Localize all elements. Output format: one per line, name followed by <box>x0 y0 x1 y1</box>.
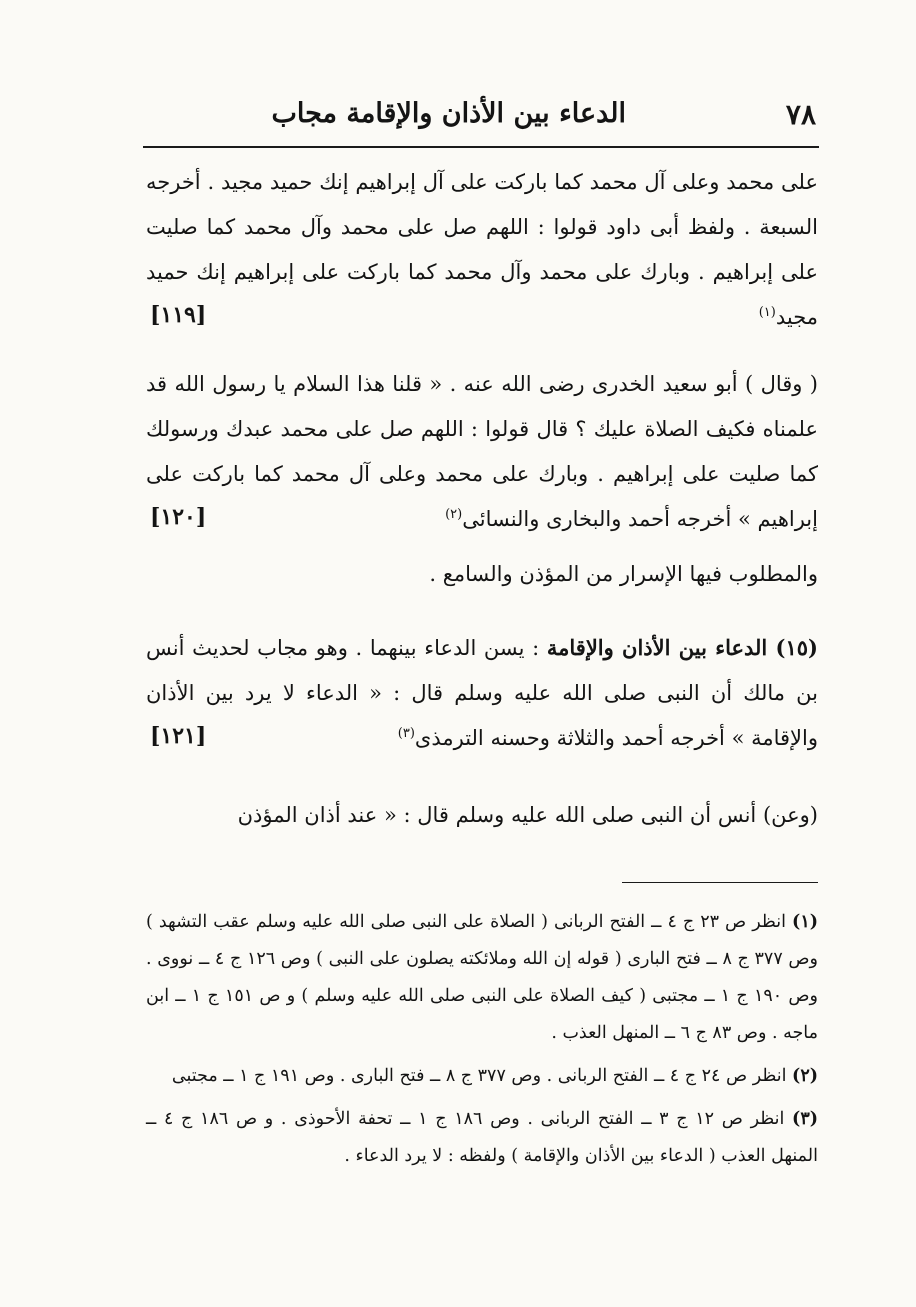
footnote-number: (٢) <box>792 1066 818 1086</box>
paragraph-text: ( وقال ) أبو سعيد الخدرى رضى الله عنه . « قلنا هذا السلام يا رسول الله قد علمناه فكيف الصلاة عليك ؟ قال قولوا : اللهم صل على محمد عبدك ورسولك كما صليت على إبراهيم . وبارك على محمد وعلى آل محمد كما باركت على إبراهيم » أخرجه أحمد والبخارى والنسائى <box>146 372 819 531</box>
paragraph-hadith-120 <box>146 362 818 542</box>
footnote-text: انظر ص ١٢ ج ٣ ــ الفتح الربانى . وص ١٨٦ ج ١ ــ تحفة الأحوذى . و ص ١٨٦ ج ٤ ــ المنهل العذب ( الدعاء بين الأذان والإقامة ) ولفظه : لا يرد الدعاء . <box>146 1109 818 1166</box>
paragraph-text: : يسن الدعاء بينهما . وهو مجاب لحديث أنس بن مالك أن النبى صلى الله عليه وسلم قال : « الدعاء لا يرد بين الأذان والإقامة » أخرجه أحمد والثلاثة وحسنه الترمذى <box>146 636 818 750</box>
footnote-ref: (٣) <box>397 726 415 741</box>
footnote-ref: (١) <box>758 305 776 320</box>
main-text <box>146 160 818 838</box>
paragraph-text: على محمد وعلى آل محمد كما باركت على آل إبراهيم إنك حميد مجيد . أخرجه السبعة . ولفظ أبى داود قولوا : اللهم صل على محمد وآل محمد كما صليت على إبراهيم . وبارك على محمد وآل محمد كما باركت على إبراهيم إنك حميد مجيد <box>146 170 818 329</box>
footnotes <box>146 904 818 1181</box>
hadith-number: [١١٩] <box>150 302 207 328</box>
footnote-3 <box>146 1101 818 1175</box>
paragraph-continuing <box>146 793 818 838</box>
footnote-1 <box>146 904 818 1052</box>
footnote-text: انظر ص ٢٣ ج ٤ ــ الفتح الربانى ( الصلاة على النبى صلى الله عليه وسلم عقب التشهد ) وص ٣٧٧ ج ٨ ــ فتح البارى ( قوله إن الله وملائكته يصلون على النبى ) وص ١٢٦ ج ٤ ــ نووى . وص ١٩٠ ج ١ ــ مجتبى ( كيف الصلاة على النبى صلى الله عليه وسلم ) و ص ١٥١ ج ١ ــ ابن ماجه . وص ٨٣ ج ٦ ــ المنهل العذب . <box>146 912 819 1043</box>
hadith-number: [١٢٠] <box>150 504 207 530</box>
page-header <box>148 92 816 140</box>
paragraph-note <box>146 552 818 597</box>
running-title: الدعاء بين الأذان والإقامة مجاب <box>271 98 626 129</box>
footnote-ref: (٢) <box>445 507 463 522</box>
page-number: ٧٨ <box>785 98 816 131</box>
paragraph-text: (وعن) أنس أن النبى صلى الله عليه وسلم قال : « عند أذان المؤذن <box>237 803 818 827</box>
footnote-rule <box>622 882 818 883</box>
footnote-2 <box>146 1058 818 1095</box>
footnote-text: انظر ص ٢٤ ج ٤ ــ الفتح الربانى . وص ٣٧٧ ج ٨ ــ فتح البارى . وص ١٩١ ج ١ ــ مجتبى <box>171 1066 787 1086</box>
header-rule <box>143 146 819 148</box>
footnote-number: (١) <box>792 912 818 932</box>
paragraph-hadith-121 <box>146 625 818 761</box>
footnote-number: (٣) <box>792 1109 819 1129</box>
hadith-number: [١٢١] <box>150 723 207 749</box>
paragraph-hadith-119 <box>146 160 818 340</box>
paragraph-text: والمطلوب فيها الإسرار من المؤذن والسامع . <box>429 562 818 586</box>
section-heading: (١٥) الدعاء بين الأذان والإقامة <box>546 635 818 660</box>
